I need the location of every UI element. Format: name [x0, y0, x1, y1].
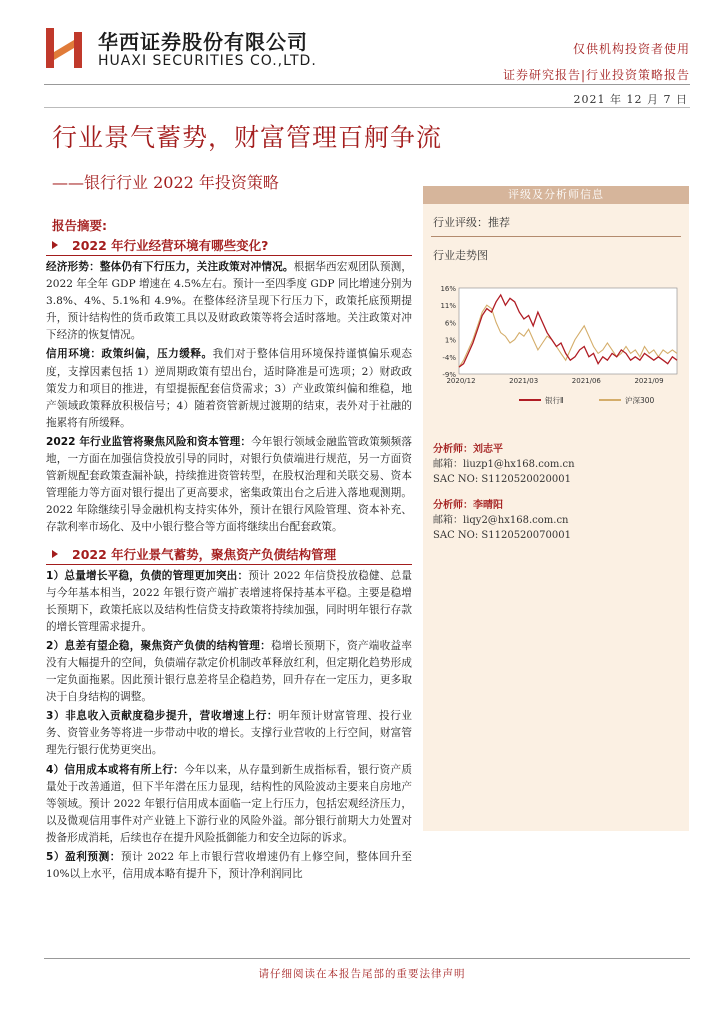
analyst-label: 分析师： — [433, 500, 473, 511]
analyst-sac: SAC NO: S1120520020001 — [433, 474, 571, 485]
analyst-email[interactable]: liuzp1@hx168.com.cn — [463, 459, 575, 470]
paragraph — [46, 708, 412, 759]
paragraph-lead: 4）信用成本或将有所上行： — [46, 763, 185, 776]
industry-rating — [423, 204, 689, 230]
footer-divider — [44, 958, 690, 959]
section-divider — [46, 564, 412, 565]
y-tick-label: -4% — [442, 353, 456, 362]
paragraph-body: 根据华西宏观团队预测，2022 年全年 GDP 增速在 4.5%左右。预计一至四季度 GDP 同比增速分别为 3.8%、4%、5.1%和 4.9%。在整体经济呈现下行压力下，政策托底预期提升，预计结构性的货币政策工具以及财政政策等将会适时落地。关注政策对冲下经济的恢复情况。 — [46, 261, 413, 342]
paragraph — [46, 849, 412, 883]
paragraph — [46, 346, 412, 431]
trend-label: 行业走势图 — [433, 249, 488, 262]
section-heading-text: 2022 年行业景气蓄势，聚焦资产负债结构管理 — [72, 546, 337, 562]
huaxi-logo-icon — [44, 26, 84, 70]
triangle-bullet-icon — [52, 241, 58, 249]
paragraph-lead: 1）总量增长平稳，负债的管理更加突出： — [46, 569, 249, 582]
paragraph — [46, 762, 412, 847]
analyst-name: 刘志平 — [473, 444, 503, 455]
paragraph — [46, 434, 412, 537]
report-type-tag: 证券研究报告|行业投资策略报告 — [502, 68, 690, 82]
y-tick-label: -9% — [442, 371, 456, 379]
x-tick-label: 2021/09 — [634, 377, 664, 385]
sidebar-header: 评级及分析师信息 — [423, 186, 689, 204]
email-label: 邮箱： — [433, 459, 463, 470]
x-tick-label: 2021/06 — [571, 377, 601, 385]
legend-label: 沪深300 — [625, 396, 655, 405]
paragraph-lead: 经济形势：整体仍有下行压力，关注政策对冲情况。 — [46, 261, 294, 273]
paragraph-lead: 2）息差有望企稳，聚焦资产负债的结构管理： — [46, 639, 271, 652]
page-header — [0, 0, 724, 110]
y-tick-label: 16% — [440, 285, 456, 293]
paragraph-body: 我们对于整体信用环境保持谨慎偏乐观态度，支撑因素包括 1）逆周期政策有望出台，适时降准是可选项；2）财政政策发力和项目的推进，有望提振配套信贷需求；3）产业政策纠偏和维稳，地产领域政策释放积极信号；4）随着资管新规过渡期的结束，表外对于社融的拖累将有所缓释。 — [46, 348, 413, 429]
company-name-en: HUAXI SECURITIES CO.,LTD. — [98, 53, 317, 69]
y-tick-label: 11% — [440, 302, 456, 311]
section-heading-text: 2022 年行业经营环境有哪些变化? — [72, 238, 269, 253]
report-subtitle: ——银行行业 2022 年投资策略 — [52, 173, 279, 192]
analyst-sac: SAC NO: S1120520070001 — [433, 530, 571, 541]
rating-sidebar — [423, 186, 689, 831]
analyst-label: 分析师： — [433, 444, 473, 455]
report-date: 2021 年 12 月 7 日 — [573, 93, 688, 106]
paragraph-body: 预计 2022 年上市银行营收增速仍有上修空间，整体回升至 10%以上水平，信用成本略有提升下，预计净利润同比 — [46, 851, 412, 881]
paragraph-body: 稳增长预期下，资产端收益率没有大幅提升的空间，负债端存款定价机制改革释放红利，但定期化趋势形成一定负面拖累。因此预计银行息差将呈企稳趋势，回升存在一定压力，更多取决于自身结构的调整。 — [46, 639, 413, 704]
paragraph-body: 今年以来，从存量到新生成指标看，银行资产质量处于改善通道，但下半年潜在压力显现，结构性的风险波动主要来自房地产等领域。预计 2022 年银行信用成本面临一定上行压力，包括宏观经济压力，以及微观信用事件对产业链上下游行业的风险外溢。部分银行前期大力处置对拨备形成消耗，后续也存在提升风险抵御能力和安全边际的诉求。 — [46, 763, 413, 844]
plot-area — [459, 288, 677, 374]
paragraph-lead: 2022 年行业监管将聚焦风险和资本管理： — [46, 435, 252, 448]
legal-notice: 请仔细阅读在本报告尾部的重要法律声明 — [258, 968, 466, 980]
section-heading — [46, 236, 412, 254]
analyst-block — [423, 442, 575, 487]
y-tick-label: 6% — [444, 319, 456, 328]
rating-label: 行业评级： — [433, 216, 488, 229]
report-summary — [46, 216, 412, 885]
section-heading — [46, 545, 412, 563]
triangle-bullet-icon — [52, 550, 58, 558]
date-divider — [44, 107, 690, 108]
industry-trend-chart — [431, 282, 683, 422]
y-tick-label: 1% — [444, 336, 456, 345]
report-title: 行业景气蓄势，财富管理百舸争流 — [52, 123, 443, 152]
paragraph-body: 预计 2022 年信贷投放稳健、总量与今年基本相当，2022 年银行资产端扩表增速将保持基本平稳。主要是稳增长预期下，政策托底以及结构性信贷支持政策将持续加强，同时明年银行存款的增长管理需求提升。 — [46, 569, 412, 633]
legend-label: 银行Ⅱ — [545, 396, 564, 405]
audience-tag: 仅供机构投资者使用 — [572, 42, 690, 56]
paragraph-lead: 信用环境：政策纠偏，压力缓释。 — [46, 348, 213, 361]
company-name-cn: 华西证券股份有限公司 — [98, 30, 308, 54]
summary-label: 报告摘要: — [52, 218, 107, 233]
paragraph — [46, 568, 412, 636]
paragraph-lead: 5）盈利预测： — [46, 851, 121, 863]
section-divider — [46, 255, 412, 256]
paragraph-lead: 3）非息收入贡献度稳步提升，营收增速上行： — [46, 710, 279, 723]
analyst-name: 李晴阳 — [473, 500, 503, 511]
paragraph-body: 今年银行领域金融监管政策频频落地，一方面在加强信贷投放引导的同时，对银行负债端进行规范，另一方面资管新规配套政策查漏补缺，持续推进资管转型，在股权治理和关联交易、资本管理能力等方面对银行提出了更高要求，密集政策出台之后进入落地观测期。2022 年除继续引导金融机构支持实体外，预计在银行风险管理、资本补充、存款利率市场化、及中小银行整合等方面将继续出台配套政策。 — [46, 435, 413, 534]
x-tick-label: 2020/12 — [446, 377, 476, 385]
analyst-email[interactable]: liqy2@hx168.com.cn — [463, 515, 569, 526]
paragraph — [46, 259, 412, 344]
paragraph — [46, 638, 412, 706]
x-tick-label: 2021/03 — [509, 377, 539, 385]
paragraph-body: 明年预计财富管理、投行业务、资管业务等将进一步带动中收的增长。支撑行业营收的上行空间，财富管理先行银行优势更突出。 — [46, 710, 412, 757]
rating-value: 推荐 — [488, 216, 510, 229]
analyst-block — [423, 498, 571, 543]
email-label: 邮箱： — [433, 515, 463, 526]
header-divider — [44, 84, 690, 85]
